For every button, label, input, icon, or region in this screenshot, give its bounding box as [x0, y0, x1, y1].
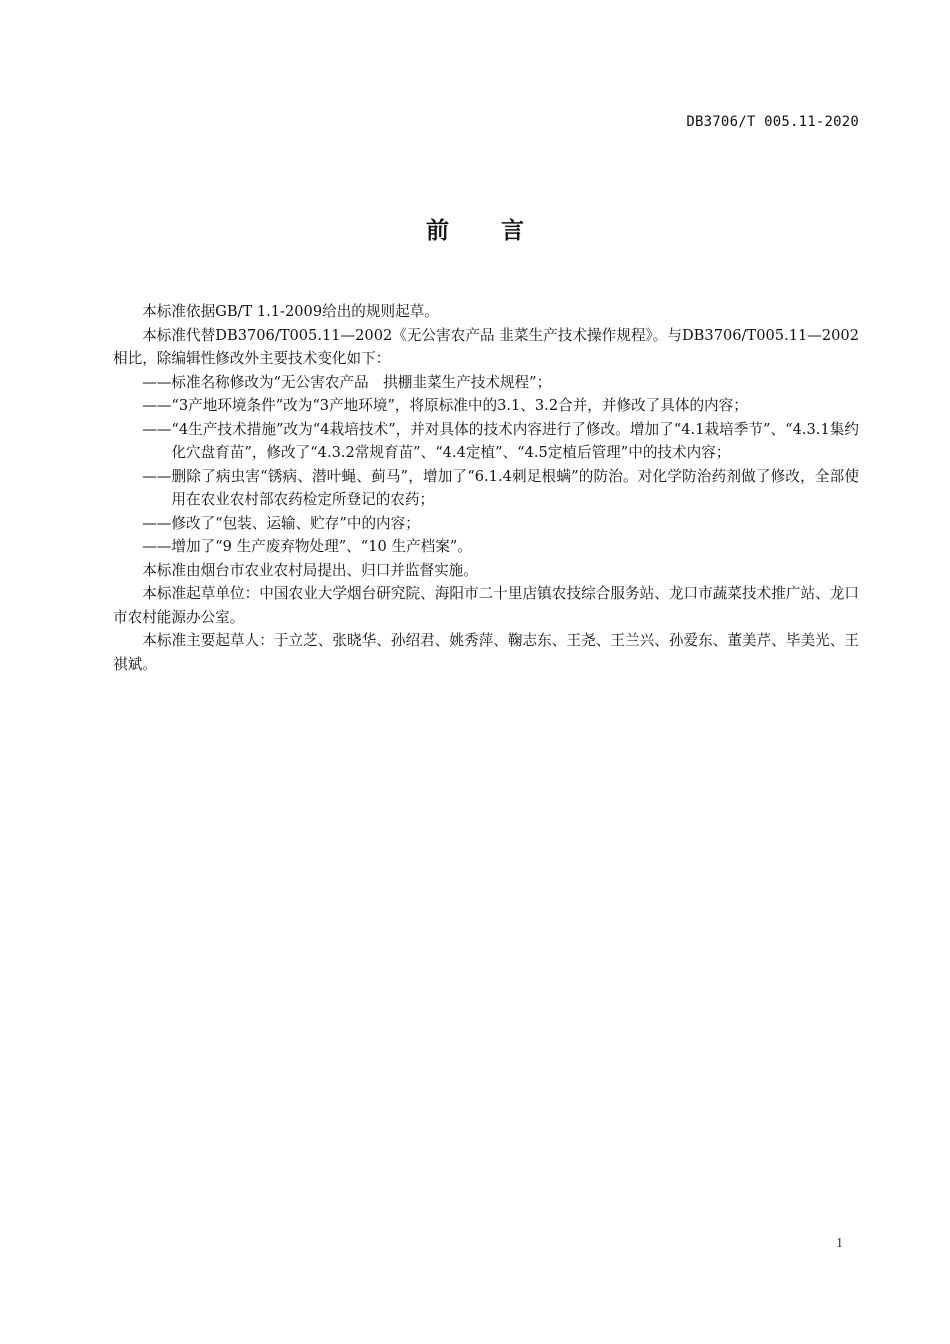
- change-item-added-sections: ——增加了“9 生产废弃物处理”、“10 生产档案”。: [142, 538, 472, 555]
- paragraph-proposer: 本标准由烟台市农业农村局提出、归口并监督实施。: [142, 561, 478, 579]
- change-item-packaging: ——修改了“包装、运输、贮存”中的内容；: [142, 514, 420, 532]
- change-item-cultivation: ——“4生产技术措施”改为“4栽培技术”，并对具体的技术内容进行了修改。增加了“4.1栽培季节”、“4.3.1集约化穴盘育苗”，修改了“4.3.2常规育苗”、“4.4定植”、“4.5定植后管理”中的技术内容；: [142, 420, 859, 461]
- page-number: 1: [836, 1236, 843, 1251]
- page-title: [0, 212, 950, 245]
- paragraph-replaces: 本标准代替DB3706/T005.11—2002《无公害农产品 韭菜生产技术操作规程》。与DB3706/T005.11—2002相比，除编辑性修改外主要技术变化如下：: [113, 326, 859, 367]
- paragraph-drafters: 本标准主要起草人：于立芝、张晓华、孙绍君、姚秀萍、鞠志东、王尧、王兰兴、孙爱东、董美芹、毕美光、王祺斌。: [113, 632, 859, 673]
- change-item-name: ——标准名称修改为“无公害农产品 拱棚韭菜生产技术规程”；: [142, 373, 552, 391]
- title-char-2: 言: [501, 218, 524, 244]
- paragraph-drafting-rules: 本标准依据GB/T 1.1-2009给出的规则起草。: [142, 303, 439, 320]
- standard-code-header: DB3706/T 005.11-2020: [686, 114, 859, 130]
- foreword-body: [113, 300, 859, 676]
- paragraph-drafting-units: 本标准起草单位：中国农业大学烟台研究院、海阳市二十里店镇农技综合服务站、龙口市蔬菜技术推广站、龙口市农村能源办公室。: [113, 585, 859, 626]
- title-char-1: 前: [426, 218, 449, 244]
- change-item-environment: ——“3产地环境条件”改为“3产地环境”，将原标准中的3.1、3.2合并，并修改了具体的内容；: [142, 397, 748, 414]
- change-item-pests: ——删除了病虫害“锈病、潜叶蝇、蓟马”，增加了“6.1.4刺足根螨”的防治。对化学防治药剂做了修改，全部使用在农业农村部农药检定所登记的农药；: [142, 467, 859, 508]
